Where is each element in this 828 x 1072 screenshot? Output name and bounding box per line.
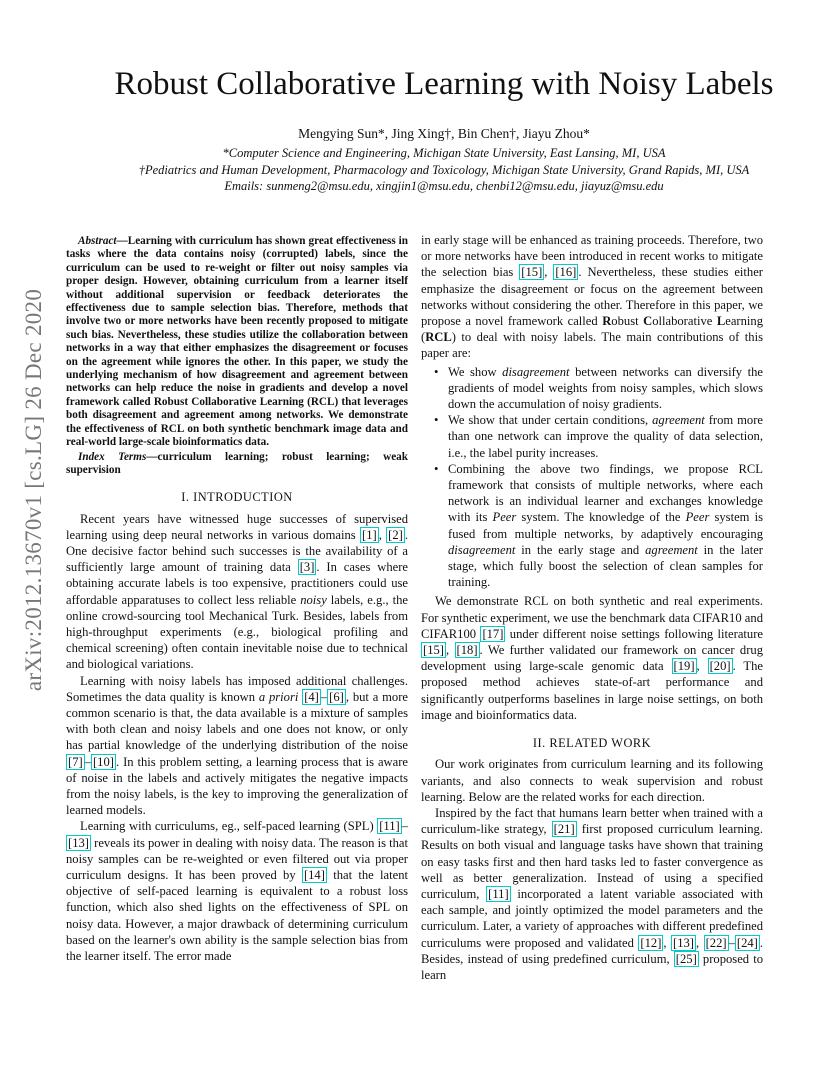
list-item: • We show disagreement between networks can diversify the gradients of model weights from noisy samples, which slows down the accumulation of noisy gradients. [421,364,763,413]
index-terms-text: —curriculum learning; robust learning; weak supervision [66,450,408,476]
index-terms [66,451,408,478]
affiliation-1: *Computer Science and Engineering, Michigan State University, East Lansing, MI, USA [222,146,666,160]
arxiv-sidebar-stamp: arXiv:2012.13670v1 [cs.LG] 26 Dec 2020 [21,288,46,692]
intro-paragraph-3: Learning with curriculums, eg., self-paced learning (SPL) [11] –[13] reveals its power in dealing with noisy data. The reason is that noisy samples can be re-weighted or even filtered out via proper curriculum designs. It has been proved by [14] that the latent objective of self-paced learning is equivalent to a robust loss function, which also shed lights on the effectiveness of SPL on noisy data. However, a major drawback of determining curriculum based on the learner's own ability is the sample selection bias from the learner itself. The error made [66,819,408,963]
list-item: • We show that under certain conditions, agreement from more than one network can improve the quality of data selection, i.e., the label purity increases. [421,412,763,461]
contributions-list [421,364,763,591]
author-emails: Emails: sunmeng2@msu.edu, xingjin1@msu.edu, chenbi12@msu.edu, jiayuz@msu.edu [224,179,664,193]
paper-title: Robust Collaborative Learning with Noisy Labels [114,66,774,102]
intro-paragraph-2: Learning with noisy labels has imposed additional challenges. Sometimes the data quality is known a priori [4] – [6] , but a more common scenario is that, the data available is a mixture of samples with both clean and noisy labels and one does not know, or only has partial knowledge of the underlying distribution of the noise [7] – [10] . In this problem setting, a learning process that is aware of noise in the labels and actively mitigates the negative impacts from the noisy labels, is the key to improving the generalization of learned models. [66,673,408,818]
list-item: • Combining the above two findings, we propose RCL framework that consists of multiple networks, where each network is an individual learner and exchanges knowledge with its Peer system. The knowledge of the Peer system is fused from multiple networks, by adaptively encouraging disagreement in the early stage and agreement in the later stage, which fully boost the selection of clean samples for training. [421,461,763,591]
section-heading-related-work: II. RELATED WORK [532,736,652,751]
abstract [66,235,408,450]
related-paragraph-2: Inspired by the fact that humans learn better when trained with a curriculum-like strategy, [21] first proposed curriculum learning. Results on both visual and language tasks have shown that training on easy tasks first and then hard tasks led to faster convergence as well as better generalization. Instead of using a specified curriculum, [11] incorporated a latent variable associated with each sample, and jointly optimized the model parameters and the curriculum. Later, a variety of approaches with different predefined curriculums were proposed and validated [12] , [13] , [22] – [24] . Besides, instead of using predefined curriculum, [25] proposed to learn [421,805,764,982]
abstract-label: Abstract [78,235,117,247]
authors-line: Mengying Sun*, Jing Xing†, Bin Chen†, Jiayu Zhou* [298,126,590,141]
affiliation-2: †Pediatrics and Human Development, Pharmacology and Toxicology, Michigan State University, Grand Rapids, MI, USA [138,163,750,177]
intro-paragraph-3-continued: in early stage will be enhanced as training proceeds. Therefore, two or more networks have been introduced in recent works to mitigate the selection bias [15] , [16] . Nevertheless, these studies either emphasize the disagreement or focus on the agreement between networks without considering the other. Therefore in this paper, we propose a novel framework called Robust Collaborative Learning (RCL) to deal with noisy labels. The main contributions of this paper are: [421,233,763,361]
section-heading-introduction: I. INTRODUCTION [181,490,293,505]
index-terms-label: Index Terms [78,450,147,463]
intro-paragraph-4: We demonstrate RCL on both synthetic and real experiments. For synthetic experiment, we use the benchmark data CIFAR10 and CIFAR100 [17] under different noise settings following literature [15] , [18] . We further validated our framework on cancer drug development using large-scale genomic data [19] , [20] . The proposed method achieves state-of-art performance and significantly outperforms baselines in large noise settings, on both image and bioinformatics data. [421,594,764,722]
abstract-text: —Learning with curriculum has shown great effectiveness in tasks where the data contains noisy (corrupted) labels, since the curriculum can be used to re-weight or filter out noisy samples via proper design. However, obtaining curriculum from a learner itself without additional supervision or feedback deteriorates the effectiveness due to sample selection bias. Therefore, methods that involve two or more networks have been recently proposed to mitigate such bias. Nevertheless, these studies utilize the collaboration between networks in a way that either emphasizes the disagreement or focuses on the agreement while ignores the other. In this paper, we study the underlying mechanism of how disagreement and agreement between networks can help reduce the noise in gradients and develop a novel framework called Robust Collaborative Learning (RCL) that leverages both disagreement and agreement among networks. We demonstrate the effectiveness of RCL on both synthetic benchmark image data and real-world large-scale bioinformatics data. [66,235,408,449]
left-column [66,235,408,964]
right-column [421,232,763,983]
intro-paragraph-1: Recent years have witnessed huge successes of supervised learning using deep neural networks in various domains [1] , [2] . One decisive factor behind such successes is the availability of a sufficiently large amount of training data [3] . In cases where obtaining accurate labels is too expensive, practitioners could use affordable apparatuses to collect less reliable noisy labels, e.g., the online crowd-sourcing tool Mechanical Turk. Besides, labels from high-throughput experiments (e.g., biological profiling and chemical screening) often contain inevitable noise due to technical and biological variations. [66,511,409,672]
related-paragraph-1: Our work originates from curriculum learning and its following variants, and also connects to weak supervision and robust learning. Below are the related works for each direction. [421,757,763,804]
